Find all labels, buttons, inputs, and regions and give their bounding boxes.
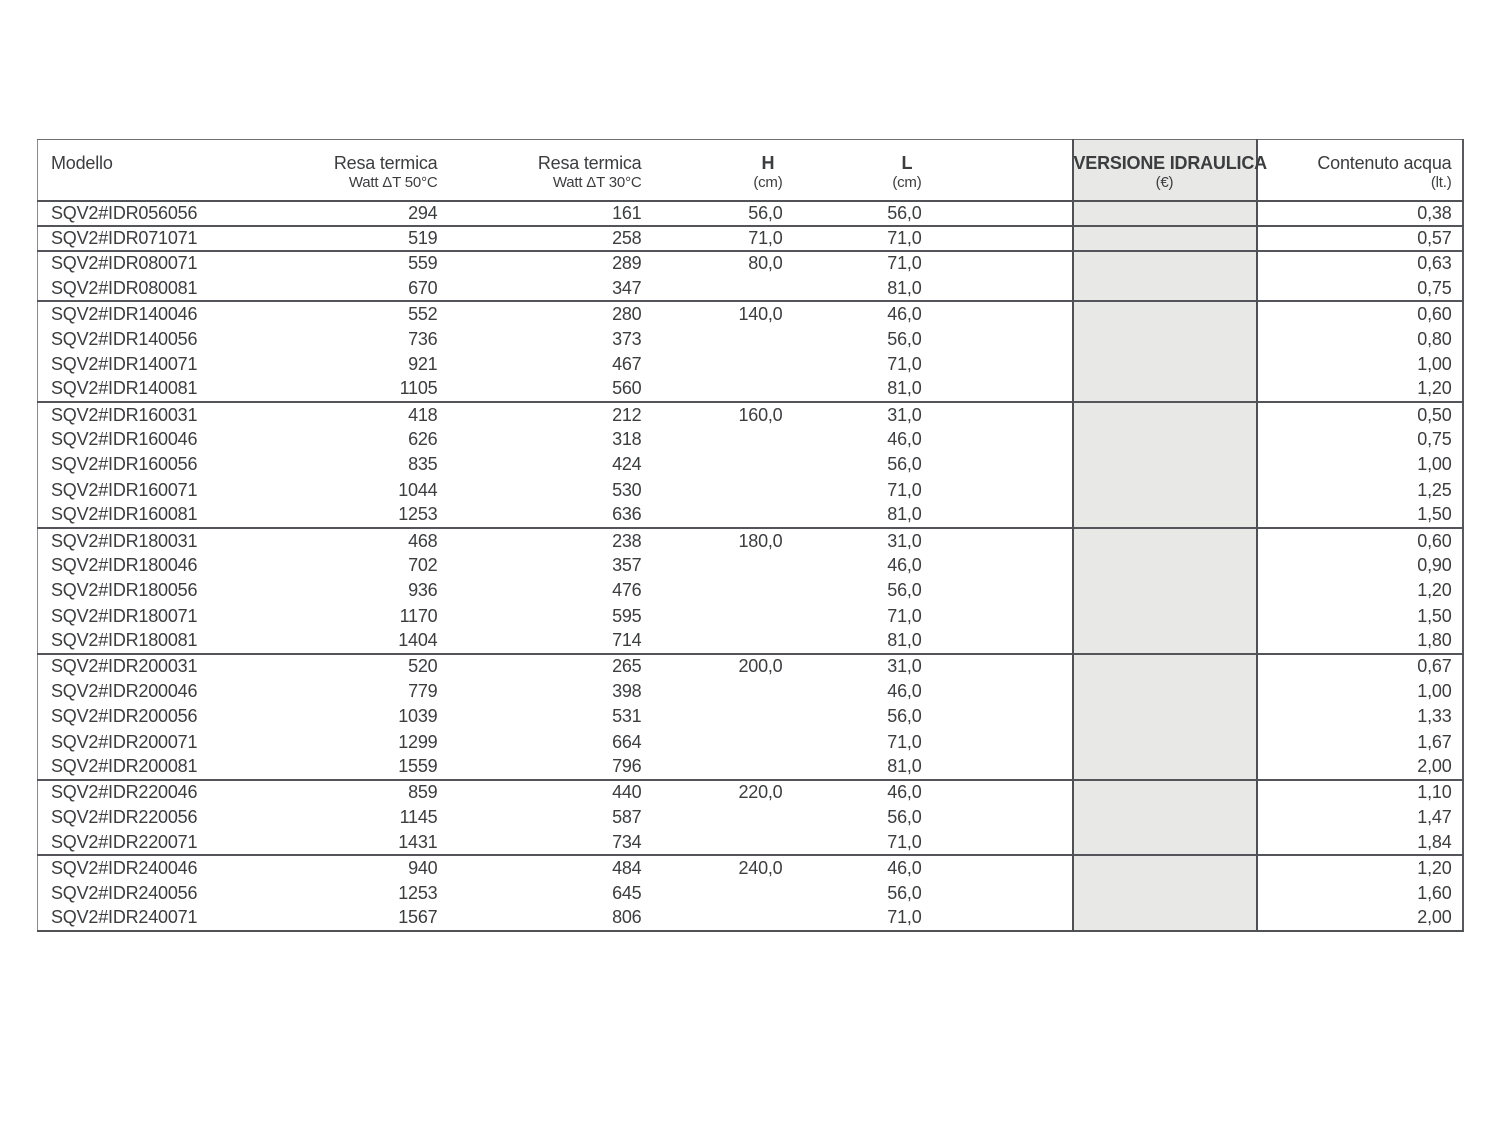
resa-dt30-cell: 796 xyxy=(612,756,642,777)
spacer-cell xyxy=(922,276,1073,301)
contenuto-acqua-cell: 0,75 xyxy=(1417,277,1452,298)
modello-cell: SQV2#IDR220071 xyxy=(51,831,198,852)
header-modello xyxy=(38,140,301,201)
resa-dt50-cell: 936 xyxy=(408,580,438,601)
spacer-cell xyxy=(922,251,1073,276)
h-cell xyxy=(642,830,783,855)
versione-idraulica-cell xyxy=(1073,780,1257,805)
h-cell: 240,0 xyxy=(642,855,783,880)
resa-dt30-cell: 714 xyxy=(612,630,642,651)
header-versione-idraulica: VERSIONE IDRAULICA (€) xyxy=(1073,140,1257,201)
spacer-cell xyxy=(922,578,1073,603)
versione-idraulica-cell xyxy=(1073,427,1257,452)
spacer-cell xyxy=(922,326,1073,351)
resa-dt30-cell: 373 xyxy=(612,328,642,349)
modello-cell: SQV2#IDR240071 xyxy=(51,907,198,928)
modello-cell: SQV2#IDR200046 xyxy=(51,681,198,702)
resa-dt30-cell: 280 xyxy=(438,301,642,326)
spacer-cell xyxy=(922,528,1073,553)
h-cell xyxy=(642,553,783,578)
modello-cell: SQV2#IDR140071 xyxy=(51,353,198,374)
spacer-cell xyxy=(922,906,1073,931)
versione-idraulica-cell xyxy=(1073,906,1257,931)
versione-idraulica-cell xyxy=(1073,855,1257,880)
contenuto-acqua-cell: 0,50 xyxy=(1257,402,1463,427)
h-cell xyxy=(642,276,783,301)
modello-cell: SQV2#IDR240056 xyxy=(51,882,198,903)
radiator-spec-table xyxy=(37,139,1464,932)
h-cell: 200,0 xyxy=(642,654,783,679)
table-row xyxy=(38,830,1463,855)
resa-dt50-cell: 1044 xyxy=(398,479,438,500)
table-row xyxy=(38,503,1463,528)
resa-dt50-cell: 1299 xyxy=(398,731,438,752)
spacer-cell xyxy=(922,855,1073,880)
modello-cell: SQV2#IDR240046 xyxy=(38,855,301,880)
spacer-cell xyxy=(922,402,1073,427)
l-cell: 71,0 xyxy=(887,731,922,752)
l-cell: 31,0 xyxy=(783,654,922,679)
contenuto-acqua-cell: 1,20 xyxy=(1417,580,1452,601)
modello-cell: SQV2#IDR180056 xyxy=(51,580,198,601)
table-row xyxy=(38,427,1463,452)
resa-dt30-cell: 347 xyxy=(612,277,642,298)
spacer-cell xyxy=(922,830,1073,855)
h-cell xyxy=(642,679,783,704)
versione-idraulica-cell xyxy=(1073,301,1257,326)
resa-dt50-cell: 552 xyxy=(301,301,438,326)
spacer-cell xyxy=(922,704,1073,729)
resa-dt50-cell: 1145 xyxy=(399,807,438,828)
model-group-h140-0 xyxy=(38,301,1463,402)
contenuto-acqua-cell: 0,90 xyxy=(1417,555,1452,576)
header-spacer xyxy=(922,140,1073,201)
contenuto-acqua-cell: 1,25 xyxy=(1417,479,1452,500)
spacer-cell xyxy=(922,805,1073,830)
modello-cell: SQV2#IDR080071 xyxy=(38,251,301,276)
versione-idraulica-cell xyxy=(1073,755,1257,780)
spacer-cell xyxy=(922,452,1073,477)
l-cell: 56,0 xyxy=(887,454,922,475)
contenuto-acqua-cell: 1,50 xyxy=(1417,605,1452,626)
contenuto-acqua-cell: 1,00 xyxy=(1417,454,1452,475)
l-cell: 81,0 xyxy=(887,756,922,777)
resa-dt30-cell: 734 xyxy=(612,831,642,852)
contenuto-acqua-cell: 1,00 xyxy=(1417,353,1452,374)
resa-dt50-cell: 779 xyxy=(408,681,438,702)
contenuto-acqua-cell: 1,20 xyxy=(1257,855,1463,880)
versione-idraulica-cell xyxy=(1073,452,1257,477)
contenuto-acqua-cell: 1,60 xyxy=(1417,882,1452,903)
resa-dt30-cell: 806 xyxy=(612,907,642,928)
resa-dt50-cell: 1105 xyxy=(399,378,438,399)
resa-dt30-cell: 587 xyxy=(612,807,642,828)
resa-dt50-cell: 702 xyxy=(408,555,438,576)
h-cell: 140,0 xyxy=(642,301,783,326)
header-h-cm: H (cm) xyxy=(642,140,783,201)
l-cell: 81,0 xyxy=(887,630,922,651)
resa-dt30-cell: 476 xyxy=(612,580,642,601)
model-group-h56-0 xyxy=(38,201,1463,226)
table-row xyxy=(38,604,1463,629)
table-row xyxy=(38,629,1463,654)
resa-dt50-cell: 1253 xyxy=(398,882,438,903)
contenuto-acqua-cell: 0,75 xyxy=(1417,429,1452,450)
h-cell xyxy=(642,881,783,906)
resa-dt50-cell: 1170 xyxy=(399,605,438,626)
modello-cell: SQV2#IDR160031 xyxy=(38,402,301,427)
versione-idraulica-cell xyxy=(1073,402,1257,427)
table-row xyxy=(38,553,1463,578)
contenuto-acqua-cell: 0,38 xyxy=(1257,201,1463,226)
resa-dt50-cell: 859 xyxy=(301,780,438,805)
contenuto-acqua-cell: 0,60 xyxy=(1257,528,1463,553)
spacer-cell xyxy=(922,503,1073,528)
l-cell: 71,0 xyxy=(887,907,922,928)
table-row xyxy=(38,780,1463,805)
table-row xyxy=(38,704,1463,729)
versione-idraulica-cell xyxy=(1073,729,1257,754)
table-row xyxy=(38,679,1463,704)
spacer-cell xyxy=(922,226,1073,251)
modello-cell: SQV2#IDR071071 xyxy=(38,226,301,251)
resa-dt30-cell: 161 xyxy=(438,201,642,226)
modello-cell: SQV2#IDR140081 xyxy=(51,378,198,399)
model-group-h200-0 xyxy=(38,654,1463,780)
resa-dt50-cell: 940 xyxy=(301,855,438,880)
l-cell: 31,0 xyxy=(783,402,922,427)
h-cell: 56,0 xyxy=(642,201,783,226)
resa-dt30-cell: 645 xyxy=(612,882,642,903)
contenuto-acqua-cell: 1,80 xyxy=(1417,630,1452,651)
h-cell xyxy=(642,478,783,503)
h-cell: 180,0 xyxy=(642,528,783,553)
l-cell: 46,0 xyxy=(783,855,922,880)
resa-dt50-cell: 736 xyxy=(408,328,438,349)
modello-cell: SQV2#IDR056056 xyxy=(38,201,301,226)
contenuto-acqua-cell: 0,67 xyxy=(1257,654,1463,679)
contenuto-acqua-cell: 1,50 xyxy=(1417,504,1452,525)
modello-cell: SQV2#IDR080081 xyxy=(51,277,198,298)
versione-idraulica-cell xyxy=(1073,478,1257,503)
versione-idraulica-cell xyxy=(1073,805,1257,830)
header-row xyxy=(38,140,1463,201)
l-cell: 46,0 xyxy=(887,555,922,576)
versione-idraulica-cell xyxy=(1073,679,1257,704)
table-row xyxy=(38,881,1463,906)
table-row xyxy=(38,478,1463,503)
versione-idraulica-cell xyxy=(1073,629,1257,654)
h-cell: 71,0 xyxy=(642,226,783,251)
table-row xyxy=(38,226,1463,251)
l-cell: 46,0 xyxy=(887,429,922,450)
resa-dt30-cell: 664 xyxy=(612,731,642,752)
h-cell xyxy=(642,578,783,603)
spacer-cell xyxy=(922,629,1073,654)
spacer-cell xyxy=(922,427,1073,452)
l-cell: 71,0 xyxy=(783,251,922,276)
resa-dt30-cell: 595 xyxy=(612,605,642,626)
contenuto-acqua-cell: 0,80 xyxy=(1417,328,1452,349)
h-cell xyxy=(642,704,783,729)
model-group-h160-0 xyxy=(38,402,1463,528)
modello-cell: SQV2#IDR140056 xyxy=(51,328,198,349)
spacer-cell xyxy=(922,478,1073,503)
h-cell: 220,0 xyxy=(642,780,783,805)
header-contenuto-acqua: Contenuto acqua (lt.) xyxy=(1257,140,1463,201)
h-cell xyxy=(642,427,783,452)
versione-idraulica-cell xyxy=(1073,377,1257,402)
l-cell: 56,0 xyxy=(887,706,922,727)
table-row xyxy=(38,352,1463,377)
resa-dt30-cell: 484 xyxy=(438,855,642,880)
table-header xyxy=(38,140,1463,201)
resa-dt30-cell: 560 xyxy=(612,378,642,399)
resa-dt30-cell: 258 xyxy=(438,226,642,251)
l-cell: 71,0 xyxy=(783,226,922,251)
contenuto-acqua-cell: 1,00 xyxy=(1417,681,1452,702)
contenuto-acqua-cell: 1,84 xyxy=(1417,831,1452,852)
table-row xyxy=(38,251,1463,276)
resa-dt30-cell: 636 xyxy=(612,504,642,525)
modello-cell: SQV2#IDR180081 xyxy=(51,630,198,651)
table-row xyxy=(38,578,1463,603)
resa-dt50-cell: 1567 xyxy=(398,907,438,928)
model-group-h180-0 xyxy=(38,528,1463,654)
spacer-cell xyxy=(922,553,1073,578)
spacer-cell xyxy=(922,201,1073,226)
contenuto-acqua-cell: 0,63 xyxy=(1257,251,1463,276)
resa-dt30-cell: 212 xyxy=(438,402,642,427)
modello-cell: SQV2#IDR160056 xyxy=(51,454,198,475)
resa-dt50-cell: 1559 xyxy=(398,756,438,777)
table-row xyxy=(38,654,1463,679)
resa-dt50-cell: 1404 xyxy=(398,630,438,651)
versione-idraulica-cell xyxy=(1073,352,1257,377)
spacer-cell xyxy=(922,780,1073,805)
h-cell xyxy=(642,805,783,830)
model-group-h220-0 xyxy=(38,780,1463,856)
l-cell: 81,0 xyxy=(887,378,922,399)
versione-idraulica-cell xyxy=(1073,654,1257,679)
spacer-cell xyxy=(922,679,1073,704)
versione-idraulica-cell xyxy=(1073,326,1257,351)
resa-dt50-cell: 418 xyxy=(301,402,438,427)
l-cell: 81,0 xyxy=(887,504,922,525)
spacer-cell xyxy=(922,301,1073,326)
h-cell xyxy=(642,604,783,629)
spacer-cell xyxy=(922,377,1073,402)
table-row xyxy=(38,301,1463,326)
resa-dt30-cell: 531 xyxy=(612,706,642,727)
table-row xyxy=(38,528,1463,553)
l-cell: 56,0 xyxy=(887,882,922,903)
h-cell xyxy=(642,326,783,351)
h-cell: 80,0 xyxy=(642,251,783,276)
model-group-h240-0 xyxy=(38,855,1463,931)
h-cell xyxy=(642,352,783,377)
contenuto-acqua-cell: 2,00 xyxy=(1417,756,1452,777)
table-row xyxy=(38,377,1463,402)
l-cell: 46,0 xyxy=(887,681,922,702)
resa-dt50-cell: 1039 xyxy=(398,706,438,727)
l-cell: 71,0 xyxy=(887,605,922,626)
h-cell xyxy=(642,755,783,780)
resa-dt50-cell: 520 xyxy=(301,654,438,679)
resa-dt50-cell: 835 xyxy=(408,454,438,475)
modello-cell: SQV2#IDR180071 xyxy=(51,605,198,626)
header-modello-label: Modello xyxy=(51,153,113,173)
l-cell: 56,0 xyxy=(887,580,922,601)
resa-dt30-cell: 318 xyxy=(612,429,642,450)
contenuto-acqua-cell: 1,67 xyxy=(1417,731,1452,752)
h-cell xyxy=(642,629,783,654)
contenuto-acqua-cell: 1,33 xyxy=(1417,706,1452,727)
header-l-cm: L (cm) xyxy=(783,140,922,201)
versione-idraulica-cell xyxy=(1073,704,1257,729)
resa-dt30-cell: 289 xyxy=(438,251,642,276)
contenuto-acqua-cell: 1,47 xyxy=(1417,807,1452,828)
resa-dt50-cell: 670 xyxy=(408,277,438,298)
spacer-cell xyxy=(922,352,1073,377)
versione-idraulica-cell xyxy=(1073,528,1257,553)
versione-idraulica-cell xyxy=(1073,830,1257,855)
resa-dt30-cell: 467 xyxy=(612,353,642,374)
versione-idraulica-cell xyxy=(1073,604,1257,629)
contenuto-acqua-cell: 2,00 xyxy=(1417,907,1452,928)
l-cell: 56,0 xyxy=(887,807,922,828)
h-cell xyxy=(642,906,783,931)
l-cell: 46,0 xyxy=(783,301,922,326)
modello-cell: SQV2#IDR200056 xyxy=(51,706,198,727)
l-cell: 81,0 xyxy=(887,277,922,298)
contenuto-acqua-cell: 0,57 xyxy=(1257,226,1463,251)
table-row xyxy=(38,326,1463,351)
resa-dt30-cell: 424 xyxy=(612,454,642,475)
contenuto-acqua-cell: 0,60 xyxy=(1257,301,1463,326)
model-group-h80-0 xyxy=(38,251,1463,301)
l-cell: 56,0 xyxy=(783,201,922,226)
header-resa-termica-dt30: Resa termica Watt ΔT 30°C xyxy=(438,140,642,201)
table-row xyxy=(38,729,1463,754)
resa-dt30-cell: 530 xyxy=(612,479,642,500)
versione-idraulica-cell xyxy=(1073,201,1257,226)
spacer-cell xyxy=(922,654,1073,679)
l-cell: 71,0 xyxy=(887,353,922,374)
header-resa-termica-dt50: Resa termica Watt ΔT 50°C xyxy=(301,140,438,201)
contenuto-acqua-cell: 1,10 xyxy=(1257,780,1463,805)
l-cell: 71,0 xyxy=(887,479,922,500)
modello-cell: SQV2#IDR160046 xyxy=(51,429,198,450)
h-cell xyxy=(642,503,783,528)
resa-dt50-cell: 519 xyxy=(301,226,438,251)
versione-idraulica-cell xyxy=(1073,578,1257,603)
spacer-cell xyxy=(922,604,1073,629)
table-row xyxy=(38,402,1463,427)
resa-dt50-cell: 626 xyxy=(408,429,438,450)
modello-cell: SQV2#IDR160081 xyxy=(51,504,198,525)
h-cell xyxy=(642,377,783,402)
l-cell: 71,0 xyxy=(887,831,922,852)
l-cell: 31,0 xyxy=(783,528,922,553)
resa-dt50-cell: 921 xyxy=(408,353,438,374)
versione-idraulica-cell xyxy=(1073,226,1257,251)
modello-cell: SQV2#IDR140046 xyxy=(38,301,301,326)
modello-cell: SQV2#IDR220056 xyxy=(51,807,198,828)
resa-dt50-cell: 559 xyxy=(301,251,438,276)
table-row xyxy=(38,906,1463,931)
modello-cell: SQV2#IDR200081 xyxy=(51,756,198,777)
spacer-cell xyxy=(922,755,1073,780)
modello-cell: SQV2#IDR200031 xyxy=(38,654,301,679)
table-row xyxy=(38,805,1463,830)
versione-idraulica-cell xyxy=(1073,276,1257,301)
modello-cell: SQV2#IDR200071 xyxy=(51,731,198,752)
resa-dt30-cell: 398 xyxy=(612,681,642,702)
l-cell: 46,0 xyxy=(783,780,922,805)
table-row xyxy=(38,452,1463,477)
modello-cell: SQV2#IDR220046 xyxy=(38,780,301,805)
resa-dt50-cell: 1253 xyxy=(398,504,438,525)
modello-cell: SQV2#IDR180046 xyxy=(51,555,198,576)
resa-dt30-cell: 357 xyxy=(612,555,642,576)
model-group-h71-0 xyxy=(38,226,1463,251)
modello-cell: SQV2#IDR180031 xyxy=(38,528,301,553)
table-row xyxy=(38,855,1463,880)
table-row xyxy=(38,201,1463,226)
h-cell: 160,0 xyxy=(642,402,783,427)
resa-dt50-cell: 294 xyxy=(301,201,438,226)
resa-dt30-cell: 440 xyxy=(438,780,642,805)
spacer-cell xyxy=(922,881,1073,906)
l-cell: 56,0 xyxy=(887,328,922,349)
versione-idraulica-cell xyxy=(1073,553,1257,578)
resa-dt30-cell: 265 xyxy=(438,654,642,679)
versione-idraulica-cell xyxy=(1073,503,1257,528)
resa-dt50-cell: 1431 xyxy=(398,831,438,852)
h-cell xyxy=(642,729,783,754)
resa-dt50-cell: 468 xyxy=(301,528,438,553)
resa-dt30-cell: 238 xyxy=(438,528,642,553)
table-row xyxy=(38,755,1463,780)
spacer-cell xyxy=(922,729,1073,754)
h-cell xyxy=(642,452,783,477)
table-row xyxy=(38,276,1463,301)
contenuto-acqua-cell: 1,20 xyxy=(1417,378,1452,399)
versione-idraulica-cell xyxy=(1073,881,1257,906)
modello-cell: SQV2#IDR160071 xyxy=(51,479,198,500)
versione-idraulica-cell xyxy=(1073,251,1257,276)
